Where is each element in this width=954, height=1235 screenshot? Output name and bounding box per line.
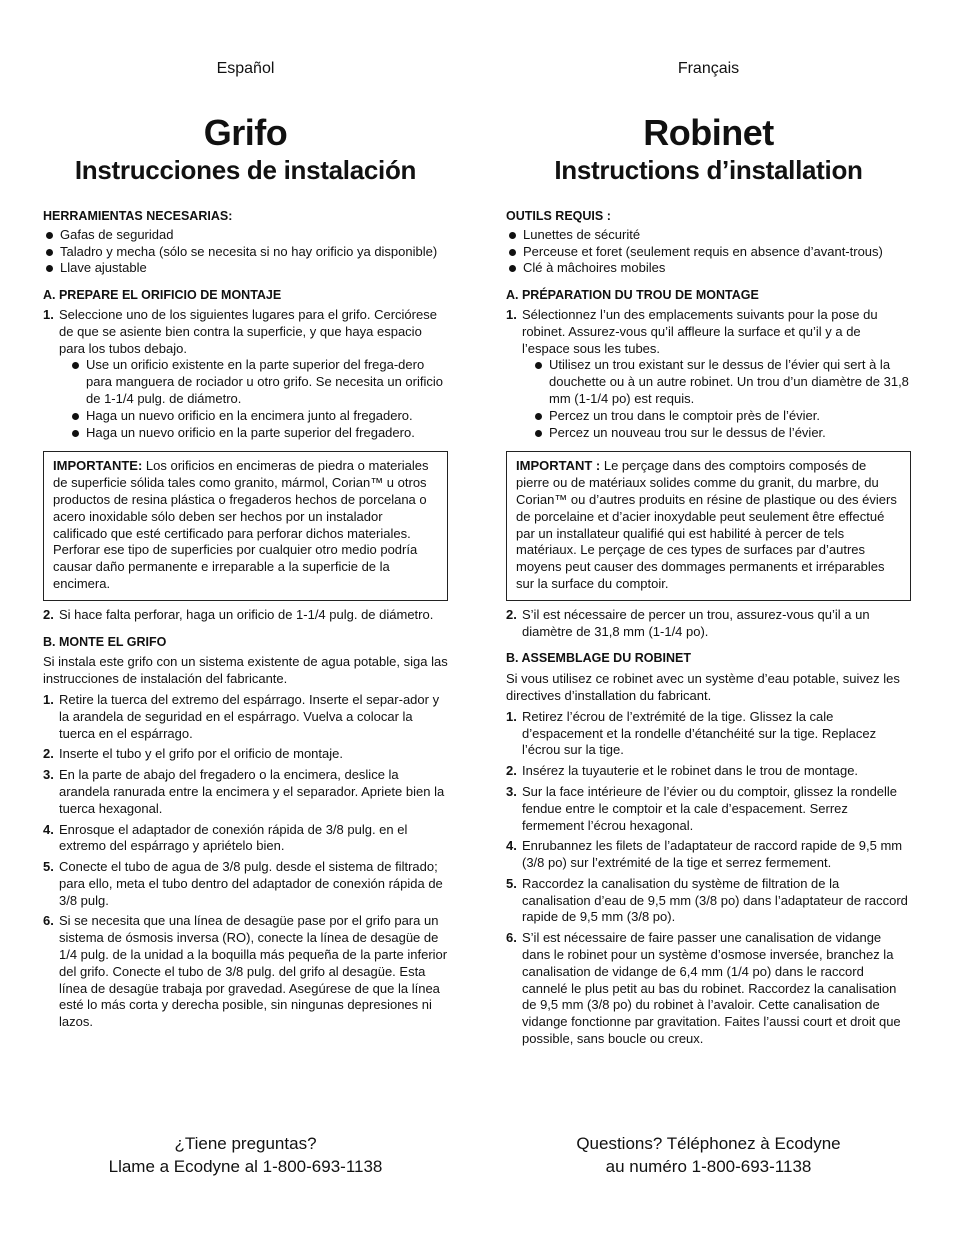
step-number: 1. xyxy=(43,691,54,707)
list-item: Use un orificio existente en la parte superior del frega-dero para manguera de rociador u otro grifo. Se necesita un orificio de 1-1/4 pulg. de diámetro. xyxy=(69,357,448,407)
step-item: 2. Si hace falta perforar, haga un orificio de 1-1/4 pulg. de diámetro. xyxy=(43,606,434,622)
tools-list xyxy=(43,227,448,277)
list-item: Lunettes de sécurité xyxy=(506,227,911,244)
step-item: 5. Conecte el tubo de agua de 3/8 pulg. desde el sistema de filtrado; para ello, meta el tubo dentro del adaptador de conexión rápida de 3/8 pulg. xyxy=(43,859,443,908)
footer-question: Questions? Téléphonez à Ecodyne xyxy=(576,1134,841,1153)
step-number: 4. xyxy=(43,821,54,837)
section-b-heading: B. MONTE EL GRIFO xyxy=(43,634,167,649)
page-subtitle: Instructions d’installation xyxy=(554,155,863,185)
list-item: Haga un nuevo orificio en la encimera junto al fregadero. xyxy=(69,408,448,425)
language-label: Français xyxy=(677,60,740,77)
bullet-icon xyxy=(72,413,79,420)
list-item: Percez un trou dans le comptoir près de l’évier. xyxy=(532,408,911,425)
bullet-icon xyxy=(46,265,53,272)
language-label: Español xyxy=(216,60,275,77)
bullet-icon xyxy=(535,430,542,437)
section-b-intro: Si instala este grifo con un sistema existente de agua potable, siga las instrucciones de instalación del fabricante. xyxy=(43,654,448,687)
step-number: 3. xyxy=(43,767,54,783)
page-title: Robinet xyxy=(643,112,774,153)
contact-footer xyxy=(43,1132,448,1178)
bullet-icon xyxy=(509,232,516,239)
location-options-list xyxy=(532,357,911,441)
instructions-body xyxy=(43,208,448,1031)
bullet-icon xyxy=(509,249,516,256)
bullet-icon xyxy=(72,362,79,369)
important-text: Los orificios en encimeras de piedra o materiales de superficie sólida tales como granito, mármol, Corian™ u otros productos de resina plástica o fregaderos hechos de porcelana o acero inoxidable sólo deben ser hechos por un instalador calificado que esté certificado para perforar dichos materiales. Perforar ese tipo de superficies por cualquier otro medio podría causar daño permanente e irreparable a la superficie de la encimera. xyxy=(53,458,429,591)
step-number: 5. xyxy=(43,859,54,875)
step-number: 5. xyxy=(506,875,517,891)
tools-list xyxy=(506,227,911,277)
footer-phone: Llame a Ecodyne al 1-800-693-1138 xyxy=(108,1157,383,1176)
step-number: 2. xyxy=(43,746,54,762)
section-b-intro: Si vous utilisez ce robinet avec un système d’eau potable, suivez les directives d’installation du fabricant. xyxy=(506,671,900,703)
step-item: 2. S’il est nécessaire de percer un trou, assurez-vous qu’il a un diamètre de 31,8 mm (1-1/4 po). xyxy=(506,606,870,639)
location-options-list xyxy=(69,357,448,441)
step-number: 6. xyxy=(43,913,54,929)
bullet-icon xyxy=(535,413,542,420)
list-item: Percez un nouveau trou sur le dessus de l’évier. xyxy=(532,425,911,442)
step-item: 1. Seleccione uno de los siguientes lugares para el grifo. Cerciórese de que se asiente bien contra la superficie, y que haya espacio para los tubos debajo. xyxy=(43,306,437,356)
important-notice-box xyxy=(506,451,911,600)
step-number: 1. xyxy=(506,306,517,322)
page-subtitle: Instrucciones de instalación xyxy=(74,155,417,185)
step-number: 3. xyxy=(506,783,517,799)
footer-phone: au numéro 1-800-693-1138 xyxy=(605,1157,812,1176)
instructions-body xyxy=(506,208,911,1048)
step-item: 6. Si se necesita que una línea de desagüe pase por el grifo para un sistema de ósmosis inversa (RO), conecte la línea de desagüe de 1/4 pulg. de la unidad a la boquilla más pequeña de la parte inferior del grifo. Conecte el tubo de 3/8 pulg. del grifo al desagüe. Esta línea de desagüe trabaja por gravedad. Asegúrese de que la línea esté lo más corta y derecha posible, sin ningunas depresiones ni lazos. xyxy=(43,913,448,1030)
section-b-heading: B. ASSEMBLAGE DU ROBINET xyxy=(506,651,691,666)
step-number: 1. xyxy=(506,708,517,724)
bullet-icon xyxy=(535,362,542,369)
step-number: 2. xyxy=(506,763,517,779)
important-notice-box xyxy=(43,451,448,600)
important-label: IMPORTANTE: xyxy=(53,458,143,474)
step-number: 2. xyxy=(43,606,54,622)
bullet-icon xyxy=(46,249,53,256)
bullet-icon xyxy=(72,430,79,437)
step-number: 6. xyxy=(506,930,517,946)
section-a-heading: A. PREPARE EL ORIFICIO DE MONTAJE xyxy=(43,288,282,303)
step-number: 4. xyxy=(506,838,517,854)
step-item: 2. Inserte el tubo y el grifo por el orificio de montaje. xyxy=(43,746,343,762)
footer-question: ¿Tiene preguntas? xyxy=(174,1134,317,1153)
step-number: 2. xyxy=(506,606,517,622)
step-item: 1. Sélectionnez l’un des emplacements suivants pour la pose du robinet. Assurez-vous qu’il affleure la surface et qu’il y a de l’espace sous les tubes. xyxy=(506,306,878,356)
step-item: 5. Raccordez la canalisation du système de filtration de la canalisation d’eau de 9,5 mm (3/8 po) dans l’adaptateur de raccord rapide de 9,5 mm (3/8 po). xyxy=(506,875,908,925)
list-item: Taladro y mecha (sólo se necesita si no hay orificio ya disponible) xyxy=(43,244,448,261)
tools-heading: OUTILS REQUIS : xyxy=(506,209,611,223)
step-item: 2. Insérez la tuyauterie et le robinet dans le trou de montage. xyxy=(506,763,859,779)
step-item: 4. Enrubannez les filets de l’adaptateur de raccord rapide de 9,5 mm (3/8 po) sur l’extrémité de la tige et serrez fermement. xyxy=(506,838,903,871)
page-title: Grifo xyxy=(203,112,288,153)
section-a-heading: A. PRÉPARATION DU TROU DE MONTAGE xyxy=(506,288,759,303)
list-item: Gafas de seguridad xyxy=(43,227,448,244)
list-item: Llave ajustable xyxy=(43,260,448,277)
list-item: Clé à mâchoires mobiles xyxy=(506,260,911,277)
step-item: 3. En la parte de abajo del fregadero o la encimera, deslice la arandela ranurada entre la encimera y el separador. Apriete bien la tuerca hexagonal. xyxy=(43,767,445,816)
step-item: 3. Sur la face intérieure de l’évier ou du comptoir, glissez la rondelle fendue entre le comptoir et la cale d’espacement. Serrez fermement l’écrou hexagonal. xyxy=(506,783,898,833)
important-label: IMPORTANT : xyxy=(516,458,601,474)
step-number: 1. xyxy=(43,306,54,322)
bullet-icon xyxy=(509,265,516,272)
list-item: Perceuse et foret (seulement requis en absence d’avant-trous) xyxy=(506,244,911,261)
contact-footer xyxy=(506,1132,911,1178)
tools-heading: HERRAMIENTAS NECESARIAS: xyxy=(43,209,233,223)
step-item: 4. Enrosque el adaptador de conexión rápida de 3/8 pulg. en el extremo del espárrago y apriételo bien. xyxy=(43,821,408,854)
list-item: Utilisez un trou existant sur le dessus de l’évier qui sert à la douchette ou à un autre robinet. Un trou d’un diamètre de 31,8 mm (1-1/4 po) est requis. xyxy=(532,357,911,407)
step-item: 1. Retire la tuerca del extremo del espárrago. Inserte el separ-ador y la arandela de seguridad en el espárrago. Vuelva a colocar la tuerca en el espárrago. xyxy=(43,691,440,741)
list-item: Haga un nuevo orificio en la parte superior del fregadero. xyxy=(69,425,448,442)
bullet-icon xyxy=(46,232,53,239)
important-text: Le perçage dans des comptoirs composés de pierre ou de matériaux solides comme du granit, du marbre, du Corian™ ou d’autres produits en résine de plastique ou des éviers de porcelaine et d’acier inoxydable peut seulement être effectué par un installateur qualifié qui est habilité à percer de tels matériaux. Le perçage de ces types de surfaces par d’autres moyens peut causer des dommages permanents et irréparables sur la surface du comptoir. xyxy=(516,458,897,591)
step-item: 1. Retirez l’écrou de l’extrémité de la tige. Glissez la cale d’espacement et la rondelle d’étanchéité sur la tige. Replacez l’écrou sur la tige. xyxy=(506,708,877,758)
step-item: 6. S’il est nécessaire de faire passer une canalisation de vidange dans le robinet pour un système d’osmose inversée, branchez la canalisation de vidange de 6,4 mm (1/4 po) dans le raccord cannelé le plus petit au bas du robinet. Raccordez la canalisation de 9,5 mm (3/8 po) du robinet à l’avaloir. Cette canalisation de vidange fonctionne par gravitation. Faites l’aussi court et droit que possible, sans boucle ou creux. xyxy=(506,930,901,1047)
